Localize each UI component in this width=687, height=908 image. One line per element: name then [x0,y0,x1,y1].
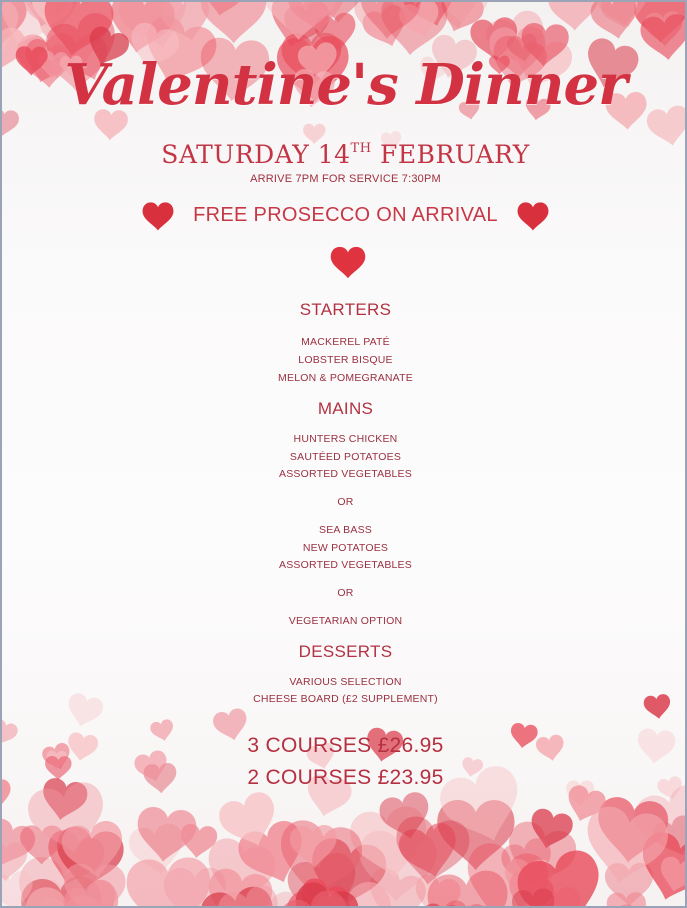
arrival-time: ARRIVE 7PM FOR SERVICE 7:30PM [250,173,441,185]
menu-item: SAUTÉED POTATOES [289,451,402,463]
menu-item: VARIOUS SELECTION [289,676,402,688]
menu-item: CHEESE BOARD (£2 SUPPLEMENT) [253,693,438,705]
mains-heading: MAINS [317,399,374,418]
menu-item: ASSORTED VEGETABLES [279,468,412,480]
prosecco-offer: FREE PROSECCO ON ARRIVAL [193,203,498,226]
prosecco-row [2,198,687,232]
date-month: FEBRUARY [371,140,530,169]
heart-icon [139,198,177,232]
menu-item: MELON & POMEGRANATE [278,372,413,384]
or-divider: OR [337,587,354,599]
menu-item: VEGETARIAN OPTION [288,615,403,627]
heart-icon [327,242,369,280]
date-day: SATURDAY 14 [161,140,351,169]
heart-icon [514,198,552,232]
event-date [2,140,687,169]
menu-item: SEA BASS [319,524,372,536]
page-title: Valentine's Dinner [64,52,627,118]
price-two-courses: 2 COURSES £23.95 [247,766,444,789]
menu-item: HUNTERS CHICKEN [293,433,398,445]
menu-item: NEW POTATOES [302,542,389,554]
desserts-heading: DESSERTS [298,642,393,661]
menu-item: LOBSTER BISQUE [298,354,393,366]
menu-item: MACKEREL PATÉ [301,336,390,348]
or-divider: OR [337,496,354,508]
date-suffix: TH [350,140,372,156]
price-three-courses: 3 COURSES £26.95 [247,734,444,757]
starters-heading: STARTERS [299,300,392,319]
menu-item: ASSORTED VEGETABLES [279,559,412,571]
